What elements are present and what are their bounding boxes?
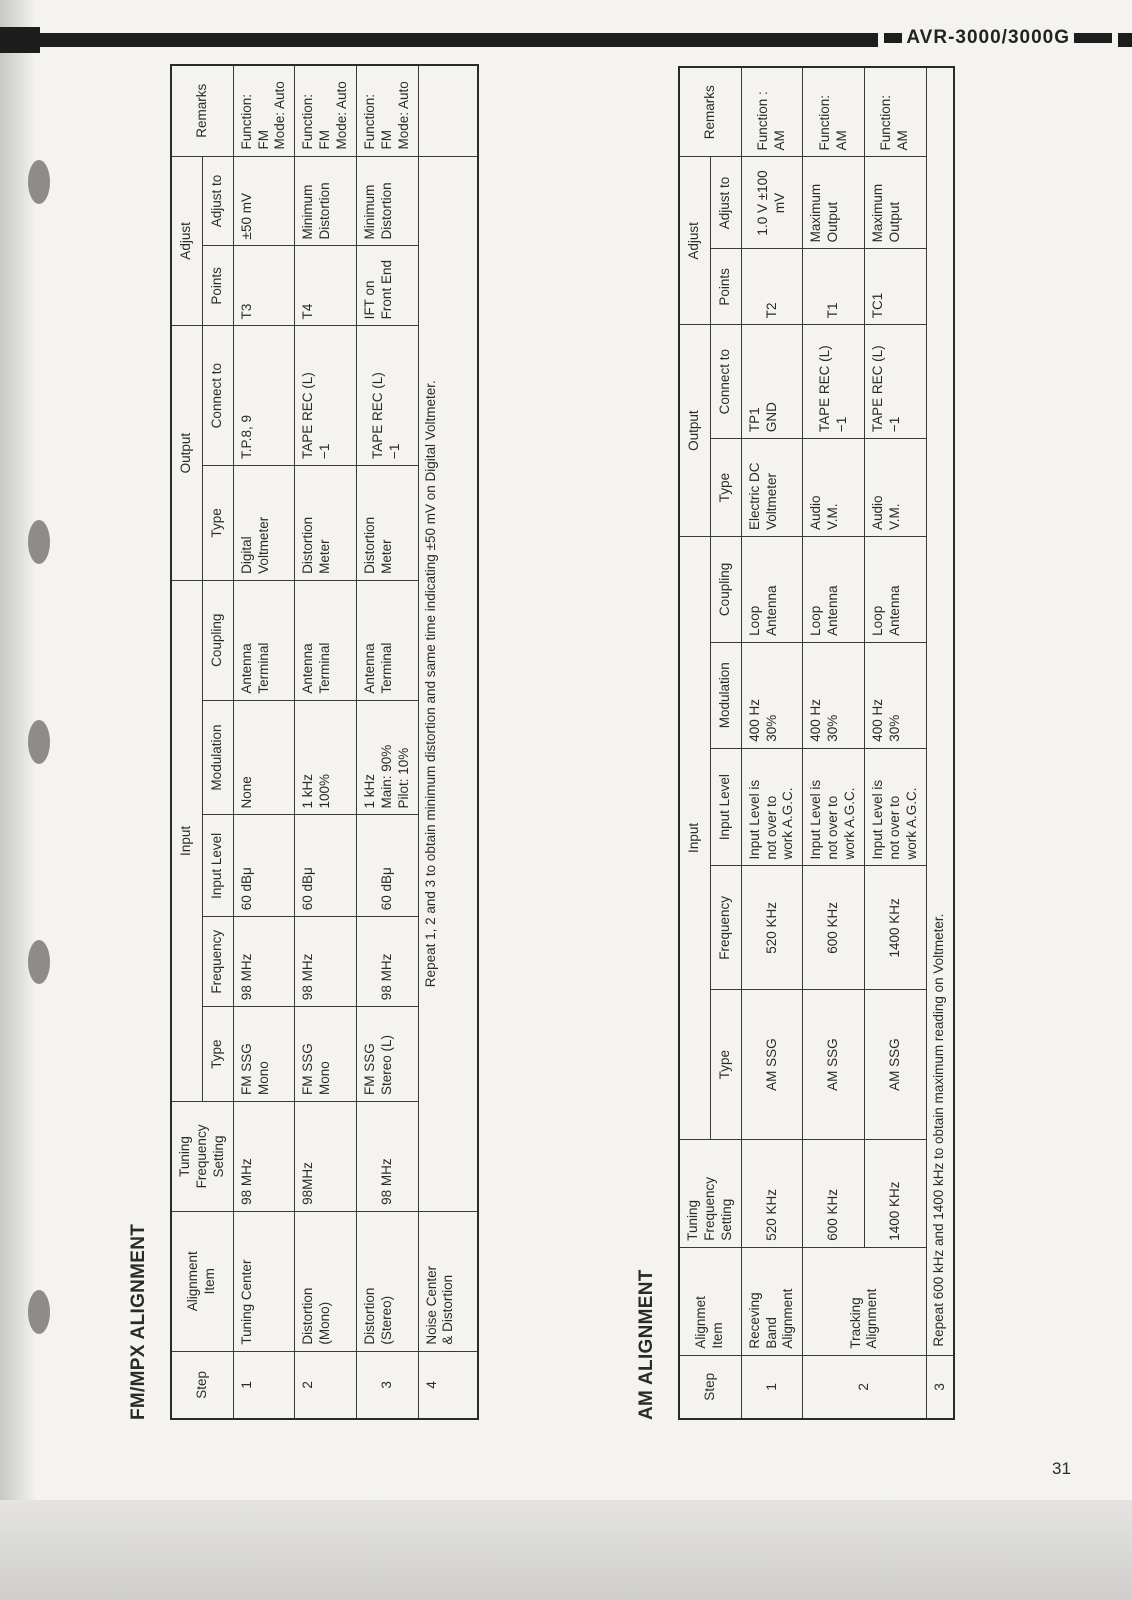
am-type: AM SSG bbox=[741, 990, 803, 1140]
fm-th-adjust-to: Adjust to bbox=[202, 156, 233, 246]
am-input-level: Input Level is not over to work A.G.C. bbox=[864, 748, 926, 866]
fm-type: FM SSG Mono bbox=[233, 1007, 295, 1102]
am-connect-to: TAPE REC (L) −1 bbox=[803, 325, 865, 439]
am-remarks: Function: AM bbox=[803, 67, 865, 157]
am-tuning: 520 KHz bbox=[741, 1139, 803, 1247]
binding-hole bbox=[28, 520, 50, 564]
fm-step: 1 bbox=[233, 1351, 295, 1419]
fm-remarks: Function: FM Mode: Auto bbox=[295, 65, 357, 156]
am-frequency: 1400 KHz bbox=[864, 866, 926, 990]
am-adjust-to: Maximum Output bbox=[803, 157, 865, 249]
fm-frequency: 98 MHz bbox=[233, 917, 295, 1007]
am-th-input-level: Input Level bbox=[710, 748, 741, 866]
binding-edge bbox=[0, 0, 36, 1600]
table-row bbox=[864, 67, 926, 1419]
fm-coupling: Antenna Terminal bbox=[295, 580, 357, 700]
am-coupling: Loop Antenna bbox=[741, 536, 803, 642]
fm-adjust-to: Minimum Distortion bbox=[295, 156, 357, 246]
table-row bbox=[803, 67, 865, 1419]
fm-th-points: Points bbox=[202, 246, 233, 326]
am-type: AM SSG bbox=[803, 990, 865, 1140]
table-row bbox=[418, 65, 478, 1419]
am-th-item: Alignmet Item bbox=[679, 1247, 741, 1355]
am-out-type: Audio V.M. bbox=[864, 439, 926, 537]
fm-step: 3 bbox=[356, 1351, 418, 1419]
am-th-coupling: Coupling bbox=[710, 536, 741, 642]
model-header bbox=[878, 25, 1118, 51]
am-remarks: Function : AM bbox=[741, 67, 803, 157]
fm-th-output: Output bbox=[171, 326, 202, 581]
fm-th-input: Input bbox=[171, 580, 202, 1101]
fm-points: T4 bbox=[295, 246, 357, 326]
fm-th-frequency: Frequency bbox=[202, 917, 233, 1007]
am-coupling: Loop Antenna bbox=[803, 536, 865, 642]
fm-frequency: 98 MHz bbox=[356, 917, 418, 1007]
fm-coupling: Antenna Terminal bbox=[356, 580, 418, 700]
am-points: TC1 bbox=[864, 249, 926, 325]
am-adjust-to: 1.0 V ±100 mV bbox=[741, 157, 803, 249]
fm-th-out-type: Type bbox=[202, 466, 233, 581]
am-th-output: Output bbox=[679, 325, 710, 537]
am-th-step: Step bbox=[679, 1355, 741, 1419]
fm-th-step: Step bbox=[171, 1351, 233, 1419]
binding-hole bbox=[28, 160, 50, 204]
fm-th-type: Type bbox=[202, 1007, 233, 1102]
am-th-frequency: Frequency bbox=[710, 866, 741, 990]
model-name: AVR-3000/3000G bbox=[906, 27, 1070, 48]
fm-section-title: FM/MPX ALIGNMENT bbox=[128, 1223, 149, 1420]
fm-connect-to: TAPE REC (L) −1 bbox=[356, 326, 418, 466]
fm-connect-to: TAPE REC (L) −1 bbox=[295, 326, 357, 466]
binding-hole bbox=[28, 720, 50, 764]
fm-th-adjust: Adjust bbox=[171, 156, 202, 326]
fm-type: FM SSG Stereo (L) bbox=[356, 1007, 418, 1102]
table-row bbox=[295, 65, 357, 1419]
fm-modulation: None bbox=[233, 700, 295, 815]
fm-remarks: Function: FM Mode: Auto bbox=[356, 65, 418, 156]
am-alignment-table bbox=[678, 66, 955, 1420]
fm-input-level: 60 dBμ bbox=[295, 815, 357, 917]
fm-th-connect-to: Connect to bbox=[202, 326, 233, 466]
fm-points: IFT on Front End bbox=[356, 246, 418, 326]
fm-step: 2 bbox=[295, 1351, 357, 1419]
fm-tuning: 98 MHz bbox=[233, 1102, 295, 1212]
am-tuning: 1400 KHz bbox=[864, 1139, 926, 1247]
am-item: Tracking Alignment bbox=[803, 1247, 926, 1355]
am-alignment-section bbox=[636, 66, 955, 1420]
fm-connect-to: T.P.8, 9 bbox=[233, 326, 295, 466]
fm-th-item: Alignment Item bbox=[171, 1211, 233, 1351]
am-points: T1 bbox=[803, 249, 865, 325]
table-row bbox=[233, 65, 295, 1419]
fm-adjust-to: ±50 mV bbox=[233, 156, 295, 246]
am-tuning: 600 KHz bbox=[803, 1139, 865, 1247]
am-th-adjust-to: Adjust to bbox=[710, 157, 741, 249]
fm-tuning: 98MHz bbox=[295, 1102, 357, 1212]
fm-coupling: Antenna Terminal bbox=[233, 580, 295, 700]
fm-item: Distortion (Mono) bbox=[295, 1211, 357, 1351]
am-frequency: 520 KHz bbox=[741, 866, 803, 990]
am-type: AM SSG bbox=[864, 990, 926, 1140]
am-modulation: 400 Hz 30% bbox=[803, 642, 865, 748]
fm-out-type: Digital Voltmeter bbox=[233, 466, 295, 581]
am-th-input: Input bbox=[679, 536, 710, 1139]
am-input-level: Input Level is not over to work A.G.C. bbox=[803, 748, 865, 866]
am-section-title: AM ALIGNMENT bbox=[636, 1269, 657, 1420]
am-connect-to: TP1 GND bbox=[741, 325, 803, 439]
fm-th-modulation: Modulation bbox=[202, 700, 233, 815]
page-bottom-shadow bbox=[0, 1500, 1132, 1600]
table-row bbox=[741, 67, 803, 1419]
am-th-connect-to: Connect to bbox=[710, 325, 741, 439]
am-step: 2 bbox=[803, 1355, 926, 1419]
am-adjust-to: Maximum Output bbox=[864, 157, 926, 249]
fm-th-input-level: Input Level bbox=[202, 815, 233, 917]
am-coupling: Loop Antenna bbox=[864, 536, 926, 642]
fm-item: Noise Center & Distortion bbox=[418, 1211, 478, 1351]
fm-type: FM SSG Mono bbox=[295, 1007, 357, 1102]
am-points: T2 bbox=[741, 249, 803, 325]
fm-item: Tuning Center bbox=[233, 1211, 295, 1351]
fm-remarks: Function: FM Mode: Auto bbox=[233, 65, 295, 156]
am-out-type: Electric DC Voltmeter bbox=[741, 439, 803, 537]
fm-alignment-section bbox=[128, 64, 479, 1420]
am-th-type: Type bbox=[710, 990, 741, 1140]
am-item: Receving Band Alignment bbox=[741, 1247, 803, 1355]
fm-input-level: 60 dBμ bbox=[356, 815, 418, 917]
am-connect-to: TAPE REC (L) −1 bbox=[864, 325, 926, 439]
fm-th-tuning: Tuning Frequency Setting bbox=[171, 1102, 233, 1212]
fm-alignment-table bbox=[170, 64, 479, 1420]
table-row bbox=[926, 67, 954, 1419]
am-step: 1 bbox=[741, 1355, 803, 1419]
am-step: 3 bbox=[926, 1355, 954, 1419]
am-th-adjust: Adjust bbox=[679, 157, 710, 325]
am-th-remarks: Remarks bbox=[679, 67, 741, 157]
fm-modulation: 1 kHz Main: 90% Pilot: 10% bbox=[356, 700, 418, 815]
fm-th-coupling: Coupling bbox=[202, 580, 233, 700]
am-th-points: Points bbox=[710, 249, 741, 325]
table-row bbox=[356, 65, 418, 1419]
page-number: 31 bbox=[1052, 1459, 1071, 1478]
fm-item: Distortion (Stereo) bbox=[356, 1211, 418, 1351]
fm-out-type: Distortion Meter bbox=[295, 466, 357, 581]
am-input-level: Input Level is not over to work A.G.C. bbox=[741, 748, 803, 866]
fm-input-level: 60 dBμ bbox=[233, 815, 295, 917]
fm-step: 4 bbox=[418, 1351, 478, 1419]
am-th-modulation: Modulation bbox=[710, 642, 741, 748]
am-note: Repeat 600 kHz and 1400 kHz to obtain maximum reading on Voltmeter. bbox=[926, 439, 954, 1356]
am-th-out-type: Type bbox=[710, 439, 741, 537]
binding-hole bbox=[28, 1290, 50, 1334]
am-remarks: Function: AM bbox=[864, 67, 926, 157]
am-th-tuning: Tuning Frequency Setting bbox=[679, 1139, 741, 1247]
fm-th-remarks: Remarks bbox=[171, 65, 233, 156]
am-frequency: 600 KHz bbox=[803, 866, 865, 990]
fm-points: T3 bbox=[233, 246, 295, 326]
fm-note: Repeat 1, 2 and 3 to obtain minimum distortion and same time indicating ±50 mV on Digital Voltmeter. bbox=[418, 156, 478, 1211]
fm-out-type: Distortion Meter bbox=[356, 466, 418, 581]
binding-hole bbox=[28, 940, 50, 984]
fm-modulation: 1 kHz 100% bbox=[295, 700, 357, 815]
fm-tuning: 98 MHz bbox=[356, 1102, 418, 1212]
fm-adjust-to: Minimum Distortion bbox=[356, 156, 418, 246]
am-modulation: 400 Hz 30% bbox=[864, 642, 926, 748]
am-modulation: 400 Hz 30% bbox=[741, 642, 803, 748]
fm-frequency: 98 MHz bbox=[295, 917, 357, 1007]
am-out-type: Audio V.M. bbox=[803, 439, 865, 537]
